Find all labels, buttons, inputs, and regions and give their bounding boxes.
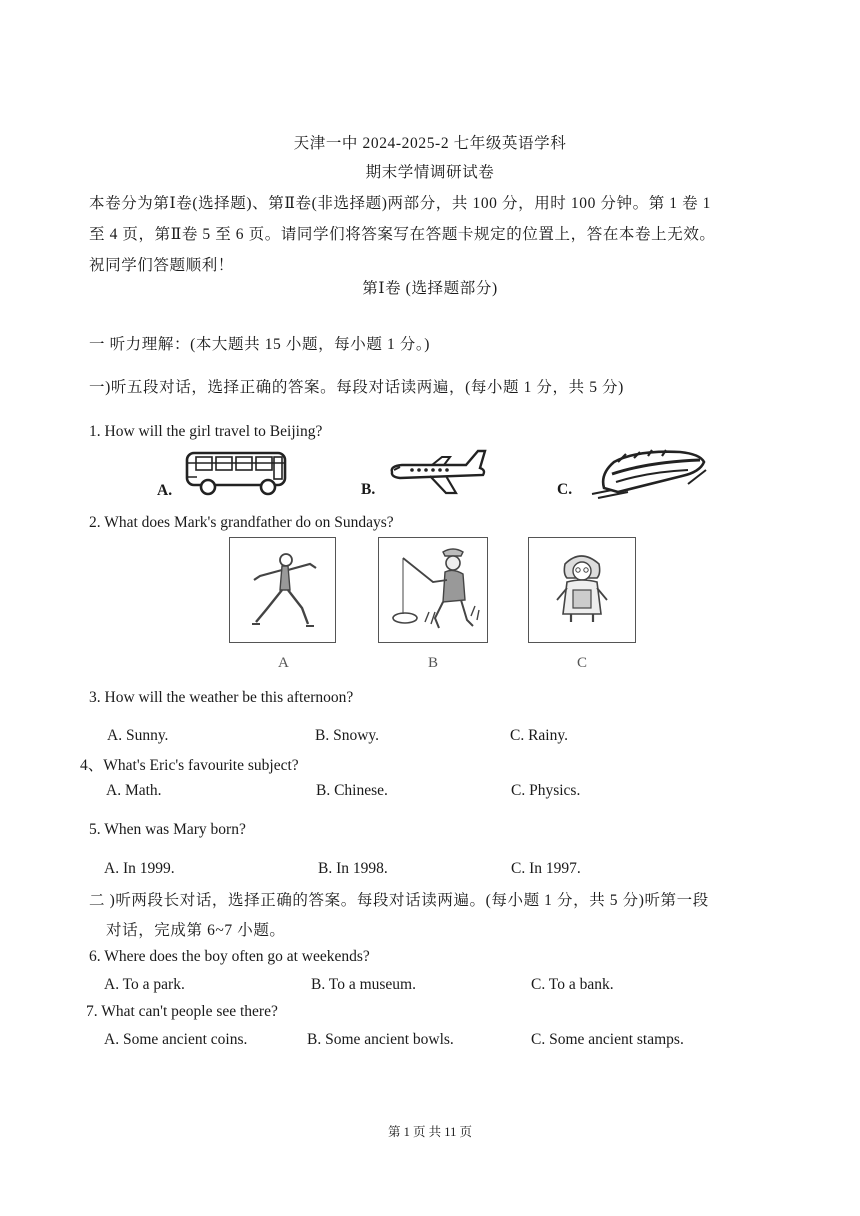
subsection-title-2: 二 )听两段长对话，选择正确的答案。每段对话读两遍。(每小题 1 分，共 5 分)听第一段 bbox=[89, 892, 709, 909]
subsection-title-1: 一)听五段对话，选择正确的答案。每段对话读两遍，(每小题 1 分，共 5 分) bbox=[89, 379, 624, 396]
question-7-stem: 7. What can't people see there? bbox=[86, 1003, 278, 1020]
question-3-option-c: C. Rainy. bbox=[510, 727, 568, 744]
exam-subtitle: 期末学情调研试卷 bbox=[365, 164, 495, 181]
question-6-option-b: B. To a museum. bbox=[311, 976, 416, 993]
question-7-option-c: C. Some ancient stamps. bbox=[531, 1031, 684, 1048]
question-2-option-b-label: B bbox=[428, 655, 439, 671]
subsection-title-2-line-2: 对话，完成第 6~7 小题。 bbox=[106, 922, 286, 939]
question-6-stem: 6. Where does the boy often go at weekends? bbox=[89, 948, 370, 965]
question-6-option-a: A. To a park. bbox=[104, 976, 185, 993]
question-3-option-b: B. Snowy. bbox=[315, 727, 380, 744]
question-5-stem: 5. When was Mary born? bbox=[89, 821, 246, 838]
section-title: 一 听力理解：(本大题共 15 小题，每小题 1 分。) bbox=[89, 336, 430, 353]
bus-icon bbox=[183, 447, 291, 499]
question-2-option-a-label: A bbox=[278, 655, 289, 671]
instructions-line-1: 本卷分为第Ⅰ卷(选择题)、第Ⅱ卷(非选择题)两部分，共 100 分，用时 100 分钟。第 1 卷 1 bbox=[89, 195, 712, 212]
question-1-option-c-label: C. bbox=[557, 481, 573, 498]
tai-chi-icon bbox=[229, 537, 336, 643]
question-4-option-c: C. Physics. bbox=[511, 782, 581, 799]
question-3-stem: 3. How will the weather be this afternoon? bbox=[89, 689, 354, 706]
question-2-option-c-label: C bbox=[577, 655, 588, 671]
fishing-icon bbox=[378, 537, 488, 643]
instructions-line-2: 至 4 页，第Ⅱ卷 5 至 6 页。请同学们将答案写在答题卡规定的位置上，答在本卷上无效。 bbox=[89, 226, 716, 243]
question-7-option-b: B. Some ancient bowls. bbox=[307, 1031, 454, 1048]
question-3-option-a: A. Sunny. bbox=[107, 727, 169, 744]
train-icon bbox=[588, 444, 710, 500]
question-1-option-b-label: B. bbox=[361, 481, 376, 498]
question-4-stem: 4、What's Eric's favourite subject? bbox=[80, 757, 299, 774]
question-2-stem: 2. What does Mark's grandfather do on Sundays? bbox=[89, 514, 394, 531]
question-5-option-a: A. In 1999. bbox=[104, 860, 175, 877]
exam-title: 天津一中 2024-2025-2 七年级英语学科 bbox=[293, 135, 567, 152]
page-footer: 第 1 页 共 11 页 bbox=[388, 1125, 472, 1139]
airplane-icon bbox=[386, 448, 490, 498]
question-7-option-a: A. Some ancient coins. bbox=[104, 1031, 248, 1048]
question-1-stem: 1. How will the girl travel to Beijing? bbox=[89, 423, 323, 440]
instructions-line-3: 祝同学们答题顺利！ bbox=[89, 257, 234, 274]
question-4-option-a: A. Math. bbox=[106, 782, 162, 799]
question-5-option-b: B. In 1998. bbox=[318, 860, 388, 877]
question-1-option-a-label: A. bbox=[157, 482, 173, 499]
question-6-option-c: C. To a bank. bbox=[531, 976, 614, 993]
old-woman-icon bbox=[528, 537, 636, 643]
part-title: 第Ⅰ卷 (选择题部分) bbox=[362, 280, 498, 297]
question-4-option-b: B. Chinese. bbox=[316, 782, 388, 799]
question-5-option-c: C. In 1997. bbox=[511, 860, 581, 877]
